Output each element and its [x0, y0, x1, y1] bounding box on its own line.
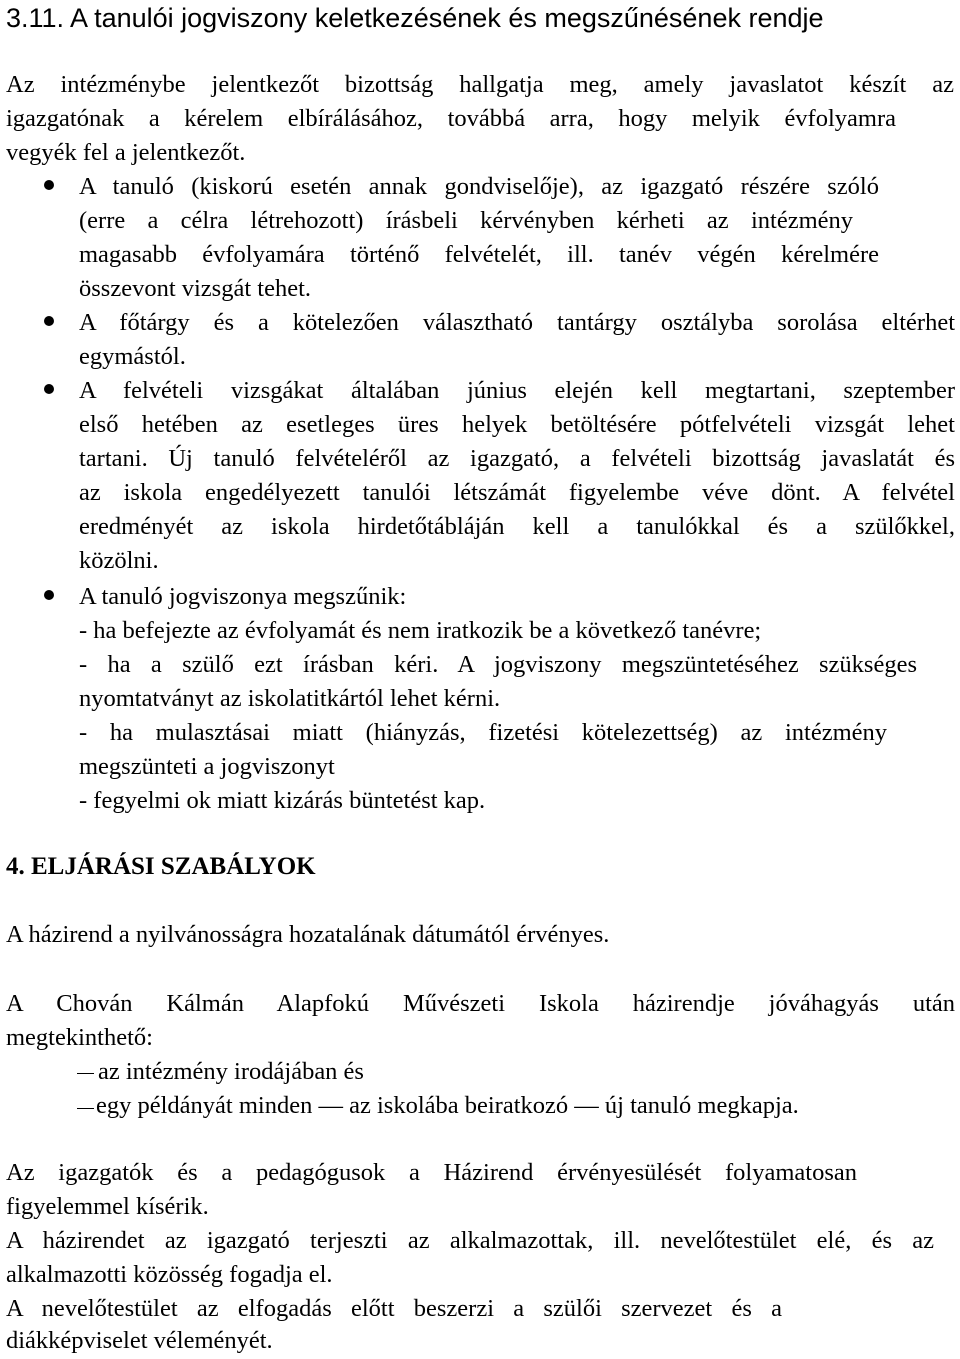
validity-text: A házirend a nyilvánosságra hozatalának dátumától érvényes.: [6, 921, 610, 948]
bullet-line: - ha befejezte az évfolyamát és nem iratkozik be a következő tanévre;: [79, 617, 762, 644]
dash-marker: [77, 1073, 94, 1074]
bullet-line: magasabb évfolyamára történő felvételét, ill. tanév végén kérelmére: [79, 241, 879, 268]
intro-line: igazgatónak a kérelem elbírálásához, továbbá arra, hogy melyik évfolyamra: [6, 105, 896, 132]
bullet-dot: [44, 180, 54, 190]
bullet-line: az iskola engedélyezett tanulói létszámát figyelembe véve dönt. A felvétel: [79, 479, 955, 506]
bullet-line: közölni.: [79, 547, 159, 574]
intro-line: Az intézménybe jelentkezőt bizottság hallgatja meg, amely javaslatot készít az: [6, 71, 954, 98]
availability-line: megtekinthető:: [6, 1024, 153, 1051]
availability-line: A Chován Kálmán Alapfokú Művészeti Iskola házirendje jóváhagyás után: [6, 990, 955, 1017]
bullet-line: összevont vizsgát tehet.: [79, 275, 312, 302]
bullet-line: eredményét az iskola hirdetőtábláján kell a tanulókkal és a szülőkkel,: [79, 513, 955, 540]
bullet-line: A tanuló (kiskorú esetén annak gondviselője), az igazgató részére szóló: [79, 173, 879, 200]
bullet-line: A tanuló jogviszonya megszűnik:: [79, 583, 407, 610]
closing-line: A házirendet az igazgató terjeszti az alkalmazottak, ill. nevelőtestület elé, és az: [6, 1227, 934, 1254]
availability-item: az intézmény irodájában és: [98, 1058, 364, 1085]
closing-line: figyelemmel kísérik.: [6, 1193, 209, 1220]
bullet-line: nyomtatványt az iskolatitkártól lehet kérni.: [79, 685, 501, 712]
intro-line: vegyék fel a jelentkezőt.: [6, 139, 246, 166]
bullet-line: - ha mulasztásai miatt (hiányzás, fizetési kötelezettség) az intézmény: [79, 719, 887, 746]
bullet-line: (erre a célra létrehozott) írásbeli kérvényben kérheti az intézmény: [79, 207, 853, 234]
chapter-title: 4. ELJÁRÁSI SZABÁLYOK: [6, 853, 316, 880]
bullet-dot: [44, 316, 54, 326]
section-title: 3.11. A tanulói jogviszony keletkezésének és megszűnésének rendje: [6, 3, 824, 33]
dash-marker: [77, 1108, 94, 1109]
bullet-line: A felvételi vizsgákat általában június elején kell megtartani, szeptember: [79, 377, 955, 404]
availability-item: egy példányát minden — az iskolába beiratkozó — új tanuló megkapja.: [96, 1092, 799, 1119]
bullet-line: - fegyelmi ok miatt kizárás büntetést kap.: [79, 787, 486, 814]
bullet-line: A főtárgy és a kötelezően választható tantárgy osztályba sorolása eltérhet: [79, 309, 955, 336]
closing-line: A nevelőtestület az elfogadás előtt beszerzi a szülői szervezet és a: [6, 1295, 782, 1322]
bullet-line: első hetében az esetleges üres helyek betöltésére pótfelvételi vizsgát lehet: [79, 411, 955, 438]
bullet-dot: [44, 590, 54, 600]
bullet-line: megszünteti a jogviszonyt: [79, 753, 335, 780]
bullet-line: egymástól.: [79, 343, 186, 370]
closing-line: alkalmazotti közösség fogadja el.: [6, 1261, 333, 1288]
closing-line: diákképviselet véleményét.: [6, 1327, 273, 1354]
closing-line: Az igazgatók és a pedagógusok a Házirend érvényesülését folyamatosan: [6, 1159, 857, 1186]
bullet-line: - ha a szülő ezt írásban kéri. A jogviszony megszüntetéséhez szükséges: [79, 651, 917, 678]
bullet-dot: [44, 384, 54, 394]
bullet-line: tartani. Új tanuló felvételéről az igazgató, a felvételi bizottság javaslatát és: [79, 445, 955, 472]
